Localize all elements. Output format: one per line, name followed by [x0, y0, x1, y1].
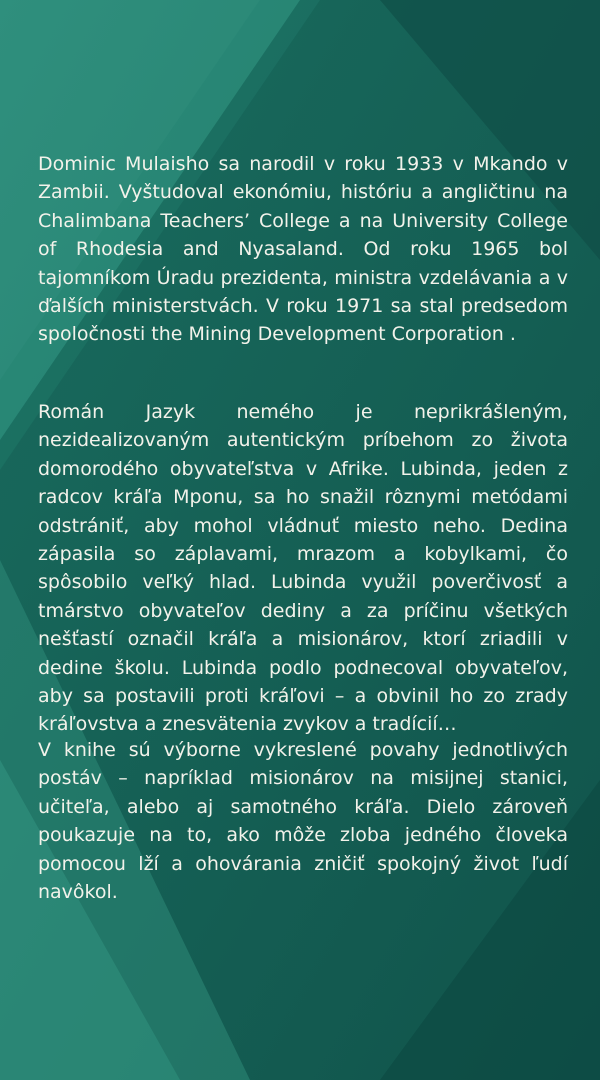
- book-summary: Román Jazyk nemého je neprikrášleným, nezidealizovaným autentickým príbehom zo života domorodého obyvateľstva v Afrike. Lubinda, jeden z radcov kráľa Mponu, sa ho snažil rôznymi metódami odstrániť, aby mohol vládnuť miesto neho. Dedina zápasila so záplavami, mrazom a kobylkami, čo spôsobilo veľký hlad. Lubinda využil poverčivosť a tmárstvo obyvateľov dediny a za príčinu všetkých nešťastí označil kráľa a misionárov, ktorí zriadili v dedine školu. Lubinda podlo podnecoval obyvateľov, aby sa postavili proti kráľovi – a obvinil ho zo zrady kráľovstva a znesvätenia zvykov a tradícií…: [38, 401, 568, 736]
- book-review: V knihe sú výborne vykreslené povahy jednotlivých postáv – napríklad misionárov na misijnej stanici, učiteľa, alebo aj samotného kráľa. Dielo zároveň poukazuje na to, ako môže zloba jedného človeka pomocou lží a ohovárania zničiť spokojný život ľudí navôkol.: [38, 739, 568, 904]
- author-bio: Dominic Mulaisho sa narodil v roku 1933 v Mkando v Zambii. Vyštudoval ekonómiu, históriu a angličtinu na Chalimbana Teachers’ College a na University College of Rhodesia and Nyasaland. Od roku 1965 bol tajomníkom Úradu prezidenta, ministra vzdelávania a v ďalších ministerstvách. V roku 1971 sa stal predsedom spoločnosti the Mining Development Corporation .: [38, 153, 568, 346]
